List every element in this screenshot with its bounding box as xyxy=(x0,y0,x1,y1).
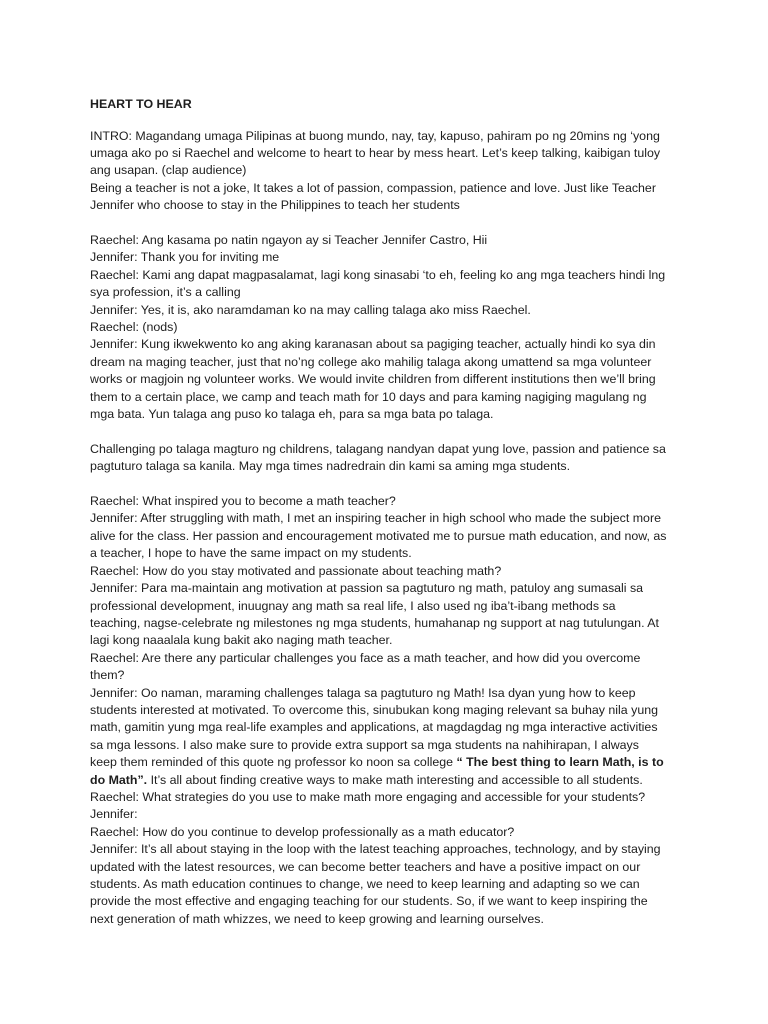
challenge-text: Jennifer: Oo naman, maraming challenges talaga sa pagtuturo ng Math! Isa dyan yung how to keep students interested at motivated. To overcome this, sinubukan kong maging relevant sa buhay nila yung math, gamitin yung mga real-life examples and applications, at magdagdag ng mga interactive activities sa mga lessons. I also make sure to provide extra support sa mga students na nahihirapan, I always keep them reminded of this quote ng professor ko noon sa college xyxy=(90,685,659,770)
body-paragraph: Challenging po talaga magturo ng childrens, talagang nandyan dapat yung love, passion and patience sa pagtuturo talaga sa kanila. May mga times nadredrain din kami sa aming mga students. xyxy=(90,441,666,474)
quote-bold: “ The best thing to learn Math, is to do Math”. xyxy=(90,755,664,787)
dialogue-line: Jennifer: After struggling with math, I met an inspiring teacher in high school who made the subject more alive for the class. Her passion and encouragement motivated me to pursue math education, and now, as a teacher, I hope to have the same impact on my students. xyxy=(90,511,667,561)
dialogue-line: Jennifer: Yes, it is, ako naramdaman ko na may calling talaga ako miss Raechel. xyxy=(90,302,531,317)
document-body xyxy=(90,128,668,929)
document-title: HEART TO HEAR xyxy=(90,97,192,111)
dialogue-line: Jennifer: It’s all about staying in the loop with the latest teaching approaches, technology, and by staying updated with the latest resources, we can become better teachers and have a positive impact on our students. As math education continues to change, we need to keep learning and adapting so we can provide the most effective and engaging teaching for our students. So, if we want to keep inspiring the next generation of math whizzes, we need to keep growing and learning ourselves. xyxy=(90,842,661,926)
dialogue-line: Raechel: (nods) xyxy=(90,320,178,335)
dialogue-line: Raechel: How do you stay motivated and passionate about teaching math? xyxy=(90,563,502,578)
dialogue-line-challenges xyxy=(90,685,668,789)
dialogue-line: Raechel: What inspired you to become a math teacher? xyxy=(90,494,396,509)
intro-paragraph-2: Being a teacher is not a joke, It takes a lot of passion, compassion, patience and love. Just like Teacher Jennifer who choose to stay in the Philippines to teach her students xyxy=(90,180,656,213)
dialogue-line: Jennifer: Para ma-maintain ang motivation at passion sa pagtuturo ng math, patuloy ang sumasali sa professional development, inuugnay ang math sa real life, I also used ng iba’t-ibang methods sa teaching, nagse-celebrate ng milestones ng mga students, humahanap ng support at nag tutulungan. At lagi kong naaalala kung bakit ako naging math teacher. xyxy=(90,581,659,648)
dialogue-line: Raechel: Kami ang dapat magpasalamat, lagi kong sinasabi ‘to eh, feeling ko ang mga teachers hindi lng sya profession, it’s a calling xyxy=(90,267,666,300)
dialogue-line: Raechel: What strategies do you use to make math more engaging and accessible for your students? xyxy=(90,789,646,804)
dialogue-line: Raechel: How do you continue to develop professionally as a math educator? xyxy=(90,824,515,839)
intro-paragraph: INTRO: Magandang umaga Pilipinas at buong mundo, nay, tay, kapuso, pahiram po ng 20mins ng ‘yong umaga ako po si Raechel and welcome to heart to hear by mess heart. Let’s keep talking, kaibigan tuloy ang usapan. (clap audience) xyxy=(90,128,661,178)
dialogue-line: Jennifer: Kung ikwekwento ko ang aking karanasan about sa pagiging teacher, actually hindi ko sya din dream na maging teacher, just that no’ng college ako mahilig talaga akong umattend sa mga volunteer works or magjoin ng volunteer works. We would invite children from different institutions then we’ll bring them to a certain place, we camp and teach math for 10 days and para kaming nagiging magulang ng mga bata. Yun talaga ang puso ko talaga eh, para sa mga bata po talaga. xyxy=(90,337,656,422)
dialogue-line: Jennifer: xyxy=(90,807,138,822)
challenge-text-end: It’s all about finding creative ways to make math interesting and accessible to all students. xyxy=(147,772,643,787)
dialogue-line: Raechel: Are there any particular challenges you face as a math teacher, and how did you overcome them? xyxy=(90,650,641,683)
dialogue-line: Raechel: Ang kasama po natin ngayon ay si Teacher Jennifer Castro, Hii xyxy=(90,233,488,248)
dialogue-line: Jennifer: Thank you for inviting me xyxy=(90,250,280,265)
